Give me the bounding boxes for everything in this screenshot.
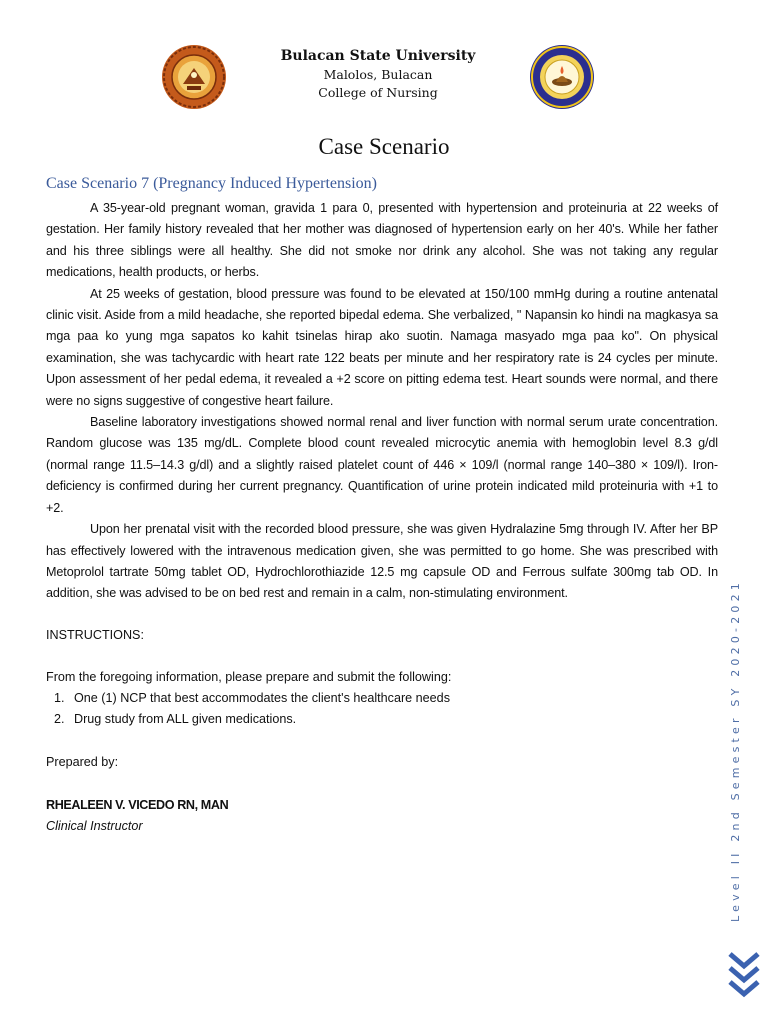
bsu-seal-logo bbox=[161, 44, 227, 110]
document-title: Case Scenario bbox=[318, 134, 450, 159]
instructor-role: Clinical Instructor bbox=[46, 818, 143, 833]
scenario-paragraph: Upon her prenatal visit with the recorded blood pressure, she was given Hydralazine 5mg through IV. After her BP has effectively lowered with the intravenous medication given, she was permitted to go home. She was prescribed with Metoprolol tartrate 50mg tablet OD, Hydrochlorothiazide 12.5 mg capsule OD and Ferrous sulfate 300mg tab OD. In addition, she was advised to be on bed rest and remain in a calm, non-stimulating environment. bbox=[46, 522, 718, 601]
letterhead-text bbox=[230, 47, 526, 102]
scenario-paragraph: Baseline laboratory investigations showed normal renal and liver function with normal serum urate concentration. Random glucose was 135 mg/dL. Complete blood count revealed microcytic anemia with hemoglobin level 8.3 g/dl (normal range 11.5–14.3 g/dl) and a slightly raised platelet count of 446 × 109/l (normal range 140–380 × 109/l). Iron-deficiency is confirmed during her current pregnancy. Quantification of urine protein indicated mild proteinuria with +1 to +2. bbox=[46, 415, 718, 515]
chevron-down-icon bbox=[728, 950, 760, 1000]
instruction-item: 2. Drug study from ALL given medications. bbox=[68, 709, 718, 730]
instructions-section bbox=[46, 625, 718, 837]
prepared-by-label: Prepared by: bbox=[46, 754, 119, 769]
college-name: College of Nursing bbox=[318, 85, 438, 100]
document-body bbox=[46, 175, 718, 837]
scenario-heading: Case Scenario 7 (Pregnancy Induced Hypertension) bbox=[46, 175, 377, 192]
letterhead bbox=[0, 44, 768, 114]
semester-side-banner: Level II 2nd Semester SY 2020-2021 bbox=[729, 579, 742, 922]
instructions-intro: From the foregoing information, please prepare and submit the following: bbox=[46, 669, 452, 684]
instructor-name: RHEALEEN V. VICEDO RN, MAN bbox=[46, 797, 229, 812]
scenario-paragraph: At 25 weeks of gestation, blood pressure was found to be elevated at 150/100 mmHg during a routine antenatal clinic visit. Aside from a mild headache, she reported bipedal edema. She verbalized, " Napansin ko hindi na magkasya sa mga paa ko yung mga sapatos ko kahit tsinelas hirap ako suotin. Namaga masyado mga paa ko". On physical examination, she was tachycardic with heart rate 122 beats per minute and her respiratory rate is 24 cycles per minute. Upon assessment of her pedal edema, it revealed a +2 score on pitting edema test. Heart sounds were normal, and there were no signs suggestive of congestive heart failure. bbox=[46, 286, 718, 408]
instruction-item: 1. One (1) NCP that best accommodates the client's healthcare needs bbox=[68, 688, 718, 709]
instructions-label: INSTRUCTIONS: bbox=[46, 627, 144, 642]
nursing-seal-logo bbox=[529, 44, 595, 110]
instructions-list bbox=[46, 688, 718, 730]
scenario-paragraph: A 35-year-old pregnant woman, gravida 1 para 0, presented with hypertension and proteinuria at 22 weeks of gestation. Her family history revealed that her mother was diagnosed of hypertension early on her 40's. While her father and his three siblings were all healthy. She did not smoke nor drink any alcohol. She was not taking any regular medications, health products, or herbs. bbox=[46, 201, 718, 280]
university-location: Malolos, Bulacan bbox=[323, 67, 433, 82]
university-name: Bulacan State University bbox=[280, 48, 476, 64]
